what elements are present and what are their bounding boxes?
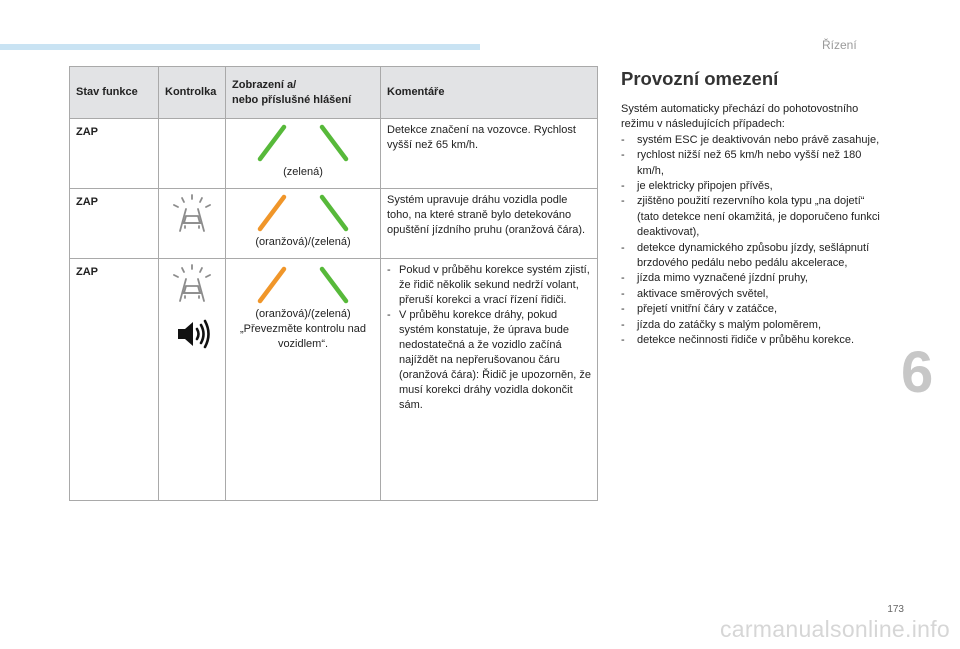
comment-cell: Systém upravuje dráhu vozidla podle toho, na které straně bylo detekováno opuštění jízdního pruhu (oranžová čára).: [381, 189, 598, 259]
watermark: carmanualsonline.info: [719, 616, 950, 642]
list-item: - je elektricky připojen přívěs,: [621, 179, 883, 194]
limits-list: [621, 133, 883, 349]
display-cell: [226, 119, 381, 189]
lamp-cell: [159, 259, 226, 501]
list-item: - systém ESC je deaktivován nebo právě zasahuje,: [621, 133, 883, 148]
display-caption: (zelená): [283, 166, 323, 178]
list-item: - jízda do zatáčky s malým poloměrem,: [621, 318, 883, 333]
state-cell: ZAP: [70, 259, 159, 501]
list-item: - V průběhu korekce dráhy, pokud systém konstatuje, že úprava bude nedostatečná a že vozidlo začíná najíždět na nepřerušovanou čáru (oranžová čára): Řidič je upozorněn, že musí korekci dráhy vozidla dokončit sám.: [387, 308, 591, 413]
list-item: - detekce nečinnosti řidiče v průběhu korekce.: [621, 333, 883, 348]
page-number: 173: [887, 604, 904, 615]
function-status-table: [69, 66, 598, 501]
lane-warning-icon: [170, 263, 214, 303]
list-item: - rychlost nižší než 65 km/h nebo vyšší než 180 km/h,: [621, 148, 883, 179]
list-item: - zjištěno použití rezervního kola typu „na dojetí“ (tato detekce není okamžitá, je doporučeno funkci deaktivovat),: [621, 194, 883, 240]
table-header-row: [70, 67, 598, 119]
comment-cell: [381, 259, 598, 501]
lane-lines-icon: [248, 193, 358, 233]
section-heading: Provozní omezení: [621, 68, 779, 89]
lane-warning-icon: [170, 193, 214, 233]
table-row: [70, 189, 598, 259]
state-cell: ZAP: [70, 119, 159, 189]
list-item: - jízda mimo vyznačené jízdní pruhy,: [621, 271, 883, 286]
table-row: [70, 259, 598, 501]
list-item: - Pokud v průběhu korekce systém zjistí, že řidič několik sekund nedrží volant, přeruší korekci a vrací řízení řidiči.: [387, 263, 591, 308]
table-row: [70, 119, 598, 189]
lane-lines-icon: [248, 265, 358, 305]
display-cell: [226, 259, 381, 501]
right-lane-line-green: [322, 197, 346, 229]
right-lane-line-green: [322, 127, 346, 159]
display-cell: [226, 189, 381, 259]
header-accent-bar: [0, 44, 480, 50]
speaker-icon: [172, 318, 212, 350]
comment-cell: Detekce značení na vozovce. Rychlost vyšší než 65 km/h.: [381, 119, 598, 189]
header-lamp: Kontrolka: [159, 67, 226, 119]
left-lane-line-green: [260, 127, 284, 159]
comment-list: [387, 263, 591, 413]
intro-paragraph: Systém automaticky přechází do pohotovostního režimu v následujících případech:: [621, 103, 859, 131]
chapter-number: 6: [901, 340, 934, 405]
operating-limits-section: [621, 68, 883, 349]
lane-lines-icon: [248, 123, 358, 163]
lamp-cell: [159, 189, 226, 259]
header-display-text: Zobrazení a/ nebo příslušné hlášení: [232, 78, 352, 106]
left-lane-line-orange: [260, 269, 284, 301]
header-display: [226, 67, 381, 119]
section-title: Řízení: [822, 38, 857, 52]
list-item: - přejetí vnitřní čáry v zatáčce,: [621, 302, 883, 317]
header-state: Stav funkce: [70, 67, 159, 119]
right-lane-line-green: [322, 269, 346, 301]
list-item: - aktivace směrových světel,: [621, 287, 883, 302]
lamp-cell: [159, 119, 226, 189]
state-cell: ZAP: [70, 189, 159, 259]
display-caption: (oranžová)/(zelená): [255, 308, 351, 320]
display-caption: (oranžová)/(zelená): [255, 236, 351, 248]
display-message: „Převezměte kontrolu nad vozidlem“.: [240, 323, 366, 350]
header-comments: Komentáře: [381, 67, 598, 119]
list-item: - detekce dynamického způsobu jízdy, sešlápnutí brzdového pedálu nebo pedálu akcelerace,: [621, 241, 883, 272]
left-lane-line-orange: [260, 197, 284, 229]
